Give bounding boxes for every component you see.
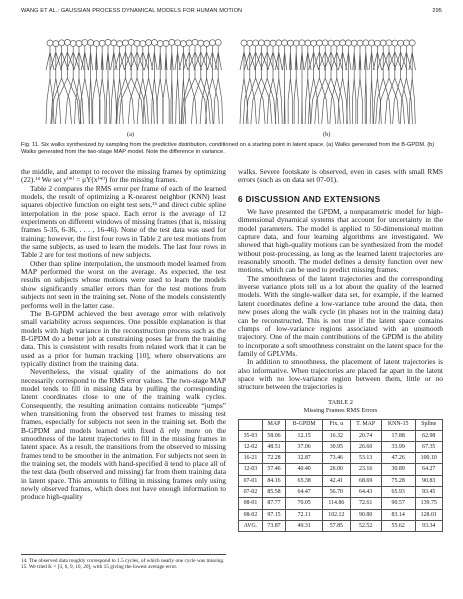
table-cell: 26.00 — [323, 464, 350, 475]
walker-pose — [351, 40, 357, 124]
table-cell: 37.06 — [286, 441, 323, 452]
table-cell: 87.77 — [262, 498, 285, 509]
table-cell: 75.28 — [381, 475, 415, 486]
table-cell: 64.47 — [286, 487, 323, 498]
table-cell: 12-02 — [239, 441, 263, 452]
paragraph: the middle, and attempt to recover the missing frames by optimizing (22).¹⁴ We set y⁽*⁾ = μY(x⁽*⁾) for the missing frames. — [21, 167, 226, 185]
page-number: 295 — [432, 8, 442, 14]
table-cell: 33.99 — [381, 441, 415, 452]
walker-pose — [110, 40, 117, 124]
paragraph: In addition to smoothness, the placement of latent trajectories is also informative. When trajectories are placed far apart in the latent space with no low-variance region between them, little or no structure between the trajectories is — [238, 357, 443, 392]
column-header: KNN-15 — [381, 419, 415, 430]
paragraph: We have presented the GPDM, a nonparametric model for high-dimensional dynamical systems that account for uncertainty in the model parameters. The model is applied to 50-dimensional motion capture data, and four learning algorithms are investigated. We showed that high-quality motions can be synthesized from the model without post-processing, as long as the learned latent trajectories are reasonably smooth. The model defines a density function over new motions, which can be used to predict missing frames. — [238, 207, 443, 275]
figure-panel-a — [44, 30, 229, 130]
table-cell: 68.69 — [350, 475, 381, 486]
table-cell: 08-01 — [239, 498, 263, 509]
panel-a-label: (a) — [127, 131, 134, 138]
table-cell: 73.46 — [323, 453, 350, 464]
walker-pose — [357, 40, 363, 124]
table-cell: 08-02 — [239, 509, 263, 520]
table-cell: 40.40 — [286, 464, 323, 475]
panel-b-label: (b) — [323, 131, 331, 138]
table-cell: 93.34 — [415, 520, 442, 531]
column-header: MAP — [262, 419, 285, 430]
walker-pose — [55, 39, 79, 124]
walker-pose — [373, 40, 382, 124]
rms-error-table — [238, 419, 443, 533]
table-average-row — [239, 520, 443, 531]
table-cell: 72.28 — [262, 453, 285, 464]
walker-pose — [169, 39, 175, 124]
table-cell: 30.89 — [381, 464, 415, 475]
table-cell: 64.43 — [350, 487, 381, 498]
column-header: Fix. α — [323, 419, 350, 430]
walker-pose — [163, 40, 169, 124]
paragraph: walks. Severe footskate is observed, even in cases with small RMS errors (such as on data set 07-01). — [238, 167, 443, 185]
column-header: T. MAP — [350, 419, 381, 430]
walker-pose — [137, 41, 149, 124]
figure-caption: Fig. 11. Six walks synthesized by sampling from the predictive distribution, conditioned on a starting point in latent space. (a) Walks generated from the B-GPDM. (b) Walks generated from the two-stage MAP model. Note the difference in variance. — [21, 142, 435, 156]
table-caption — [238, 399, 443, 415]
footnotes — [21, 554, 226, 571]
footnote-15: 15. We tried K = [3, 6, 9, 10, 20], with 15 giving the lowest average error. — [21, 564, 178, 571]
section-heading: 6 DISCUSSION AND EXTENSIONS — [238, 193, 381, 204]
walker-pose — [275, 40, 282, 124]
table-cell: 17.88 — [381, 430, 415, 441]
table-cell: 139.75 — [415, 498, 442, 509]
running-title: WANG ET AL.: GAUSSIAN PROCESS DYNAMICAL MODELS FOR HUMAN MOTION — [21, 8, 243, 14]
table-cell: 62.98 — [415, 430, 442, 441]
table-title: Missing Frames RMS Errors — [303, 406, 378, 414]
table-cell: 57.85 — [323, 520, 350, 531]
table-cell: 52.52 — [350, 520, 381, 531]
table-row — [239, 441, 443, 452]
table-cell: 65.93 — [381, 487, 415, 498]
table-cell: 55.62 — [381, 520, 415, 531]
table-cell: 102.12 — [323, 509, 350, 520]
paragraph: The smoothness of the latent trajectories and the corresponding inverse variance plots tell us a lot about the quality of the learned models. With the single-walker data set, for example, if the learned latent coordinates define a low-variance tube around the data, then new poses along the walk cycle (in phases not in the training data) can be reconstructed. This is not true if the latent space contains clumps of low-variance regions associated with an unsmooth trajectory. One of the main contributions of the GPDM is the ability to incorporate a soft smoothness constraint on the latent space for the family of GPLVMs. — [238, 273, 443, 358]
paragraph: Nevertheless, the visual quality of the animations do not necessarily correspond to the RMS error values. The two-stage MAP model tends to fill in missing data by pulling the corresponding latent coordinates close to one of the training walk cycles. Consequently, the resulting animation contains noticeable “jumps” when transitioning from the observed test frames to missing test frames, especially for subjects not seen in the training set. Both the B-GPDM and models learned with fixed ᾱ rely more on the smoothness of the latent trajectories to fill in the missing frames in latent space. As a result, the transitions from the observed to missing frames tend to be smoother in the animation. For subjects not seen in the training set, the models with hand-specified ᾱ tend to place all of the test data (both observed and missing) far from them training data in latent space. This amounts to filling in missing frames only using newly observed frames, which does not have enough information to produce high-quality — [21, 367, 226, 502]
table-cell: 58.06 — [262, 430, 285, 441]
walker-pose — [151, 40, 157, 124]
table-cell: 128.01 — [415, 509, 442, 520]
table-cell: 42.41 — [323, 475, 350, 486]
table-cell: 83.14 — [381, 509, 415, 520]
table-cell: 90.57 — [381, 498, 415, 509]
table-cell: 97.15 — [262, 509, 285, 520]
table-cell: 56.70 — [323, 487, 350, 498]
walker-pose — [363, 40, 369, 124]
walks-b-gpdm-image — [44, 30, 229, 130]
table-cell: 72.11 — [286, 509, 323, 520]
walker-pose — [345, 40, 351, 124]
table-cell: 57.46 — [262, 464, 285, 475]
table-cell: 70.05 — [286, 498, 323, 509]
table-cell: 07-01 — [239, 475, 263, 486]
running-header — [21, 8, 442, 16]
table-row — [239, 453, 443, 464]
figure-panel-b — [238, 30, 423, 130]
footnote-14: 14. The observed data roughly correspond to 1.5 cycles, of which nearly one cycle was missing. — [21, 558, 225, 564]
paragraph: Other than spline interpolation, the unsmooth model learned from MAP performed the worst on the average. As expected, the test results on subjects whose motions were used to learn the models show significantly smaller errors than for the test motions from subjects not seen in the training set. None of the models consistently performs well in the latter case. — [21, 258, 226, 310]
walker-pose — [267, 40, 279, 124]
walker-pose — [299, 40, 305, 124]
table-number: TABLE 2 — [328, 398, 353, 406]
table-row — [239, 464, 443, 475]
left-column — [21, 168, 226, 502]
walker-pose — [293, 40, 299, 124]
walker-pose — [80, 40, 89, 124]
walker-pose — [52, 40, 72, 124]
table-cell: 85.58 — [262, 487, 285, 498]
table-cell: 73.87 — [262, 520, 285, 531]
table-cell: 35-03 — [239, 430, 263, 441]
table-row — [239, 430, 443, 441]
table-cell: 72.61 — [350, 498, 381, 509]
column-header: B-GPDM — [286, 419, 323, 430]
table-cell: 23.16 — [350, 464, 381, 475]
table-cell: 67.35 — [415, 441, 442, 452]
right-column — [238, 168, 443, 532]
walker-pose — [369, 40, 375, 124]
table-cell: 49.31 — [286, 520, 323, 531]
table-cell: 48.51 — [262, 441, 285, 452]
table-cell: 16.32 — [323, 430, 350, 441]
walker-pose — [409, 40, 416, 124]
table-cell: 100.10 — [415, 453, 442, 464]
table-row — [239, 487, 443, 498]
walker-pose — [287, 40, 293, 124]
table-cell: 26.60 — [350, 441, 381, 452]
column-header — [239, 419, 263, 430]
table-cell: 32.87 — [286, 453, 323, 464]
table-cell: 16-21 — [239, 453, 263, 464]
walker-pose — [175, 40, 181, 124]
table-cell: 84.16 — [262, 475, 285, 486]
table-cell: 64.27 — [415, 464, 442, 475]
walker-pose — [400, 40, 412, 124]
walker-pose — [74, 41, 84, 124]
paragraph: Table 2 compares the RMS error per frame of each of the learned models, the result of optimizing a K-nearest neighbor (KNN) least squares objective function on eight test sets,¹⁵ and direct cubic spline interpolation in the pose space. Each error is the average of 12 experiments on different windows of missing frames (that is, missing frames 5-35, 6-36, . . . , 16-46). None of the test data was used for training; however, the first four rows in Table 2 are test motions from the same subjects, as used to learn the models. The last four rows in Table 2 are for test motions of new subjects. — [21, 183, 226, 260]
walker-pose — [282, 40, 288, 124]
table-cell: 90.83 — [415, 475, 442, 486]
column-header: Spline — [415, 419, 442, 430]
table-cell: 47.26 — [381, 453, 415, 464]
table-cell: 65.38 — [286, 475, 323, 486]
paragraph: The B-GPDM achieved the best average error with relatively small variability across sequences. One possible explanation is that models with high variance in the reconstruction process such as the B-GPDM do a better job at constraining poses far from the training data. This is consistent with results from related work that it can be used as a prior for human tracking [10], where observations are typically distinct from the training data. — [21, 308, 226, 368]
walker-pose — [179, 41, 188, 124]
table-header-row — [239, 419, 443, 430]
walker-pose — [183, 39, 206, 124]
walker-pose — [93, 41, 100, 124]
table-row — [239, 498, 443, 509]
table-cell: 93.45 — [415, 487, 442, 498]
walks-map-image — [238, 30, 423, 130]
walker-pose — [157, 41, 163, 124]
figure-11 — [44, 30, 419, 132]
table-row — [239, 509, 443, 520]
table-cell: 53.13 — [350, 453, 381, 464]
table-row — [239, 475, 443, 486]
walker-pose — [105, 39, 111, 124]
table-cell: 30.95 — [323, 441, 350, 452]
table-cell: 07-02 — [239, 487, 263, 498]
table-cell: 114.86 — [323, 498, 350, 509]
table-cell: 20.74 — [350, 430, 381, 441]
table-cell: AVG. — [239, 520, 263, 531]
table-cell: 90.80 — [350, 509, 381, 520]
walker-pose — [304, 40, 311, 124]
table-cell: 12-03 — [239, 464, 263, 475]
table-body — [239, 430, 443, 532]
table-cell: 12.15 — [286, 430, 323, 441]
